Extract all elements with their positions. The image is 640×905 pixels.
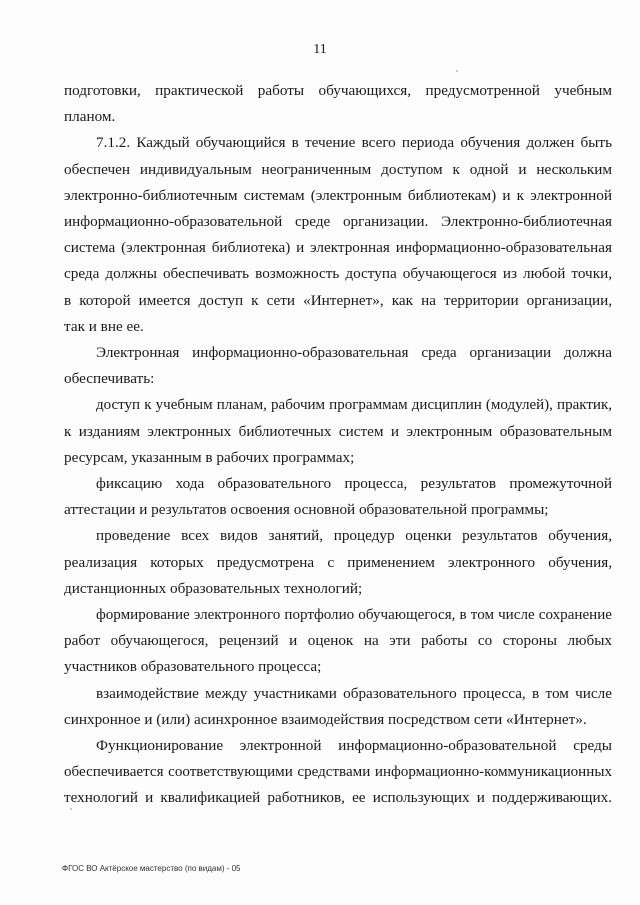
footer-note: ФГОС ВО Актёрское мастерство (по видам) - 05 — [62, 864, 241, 873]
text-line: Электронная информационно-образовательная среда организации должна — [96, 344, 612, 362]
paragraph-functioning — [64, 733, 612, 812]
text-line: ресурсам, указанным в рабочих программах; — [64, 448, 355, 466]
text-line: так и вне ее. — [64, 317, 144, 335]
text-line: фиксацию хода образовательного процесса, результатов промежуточной — [96, 475, 612, 493]
text-line: информационно-образовательной среде организации. Электронно-библиотечная — [64, 213, 612, 231]
text-line: среда должны обеспечивать возможность доступа обучающегося из любой точки, — [64, 265, 612, 283]
text-line: система (электронная библиотека) и электронная информационно-образовательная — [64, 239, 612, 257]
text-line: обеспечивается соответствующими средствами информационно-коммуникационных — [64, 764, 612, 781]
text-line: проведение всех видов занятий, процедур оценки результатов обучения, — [96, 527, 612, 545]
text-line: доступ к учебным планам, рабочим программам дисциплин (модулей), практик, — [96, 397, 612, 414]
text-line: к изданиям электронных библиотечных систем и электронным образовательным — [64, 422, 612, 440]
text-line: синхронное и (или) асинхронное взаимодействия посредством сети «Интернет». — [64, 710, 587, 728]
text-line: 7.1.2. Каждый обучающийся в течение всего периода обучения должен быть — [96, 134, 612, 152]
text-line: подготовки, практической работы обучающихся, предусмотренной учебным — [64, 82, 612, 99]
text-line: аттестации и результатов освоения основной образовательной программы; — [64, 501, 549, 519]
list-item-access — [64, 392, 612, 471]
text-line: взаимодействие между участниками образовательного процесса, в том числе — [96, 684, 612, 702]
paragraph-eios-intro — [64, 340, 612, 392]
body-text — [64, 78, 612, 812]
text-line: дистанционных образовательных технологий; — [64, 579, 363, 597]
text-line: технологий и квалификацией работников, ее использующих и поддерживающих. — [64, 789, 612, 807]
text-line: реализация которых предусмотрена с применением электронного обучения, — [64, 553, 612, 571]
text-line: обеспечен индивидуальным неограниченным доступом к одной и нескольким — [64, 160, 612, 178]
paragraph-continuation — [64, 78, 612, 130]
text-line: формирование электронного портфолио обучающегося, в том числе сохранение — [96, 607, 612, 624]
paragraph-7-1-2 — [64, 130, 612, 340]
page-number: 11 — [313, 42, 327, 57]
text-line: работ обучающегося, рецензий и оценок на эти работы со стороны любых — [64, 632, 612, 650]
text-line: обеспечивать: — [64, 370, 155, 388]
text-line: электронно-библиотечным системам (электронным библиотекам) и к электронной — [64, 186, 612, 204]
list-item-conducting — [64, 523, 612, 602]
list-item-recording — [64, 471, 612, 523]
text-line: планом. — [64, 108, 116, 126]
list-item-interaction — [64, 681, 612, 733]
list-item-portfolio — [64, 602, 612, 681]
text-line: в которой имеется доступ к сети «Интернет», как на территории организации, — [64, 291, 612, 309]
text-line: Функционирование электронной информационно-образовательной среды — [96, 737, 612, 755]
scan-speck — [456, 70, 458, 72]
scan-speck — [70, 808, 72, 810]
text-line: участников образовательного процесса; — [64, 658, 322, 676]
